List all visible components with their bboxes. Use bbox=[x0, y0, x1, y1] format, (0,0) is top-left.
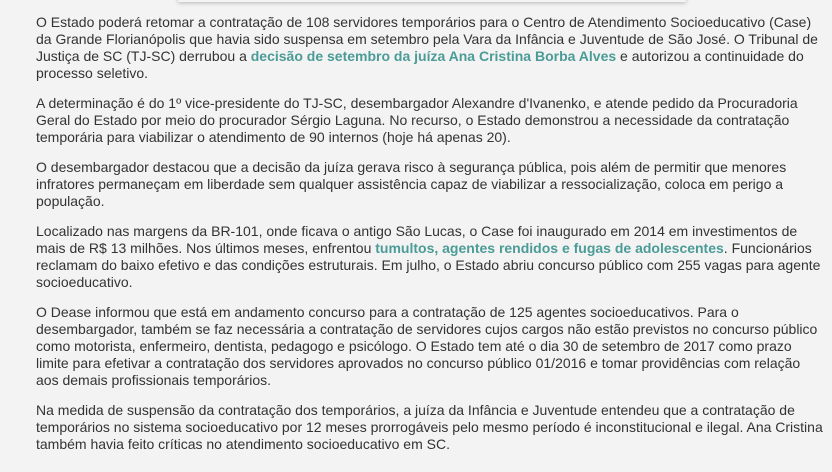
paragraph: O Dease informou que está em andamento concurso para a contratação de 125 agentes socioeducativos. Para o desembargador, também se faz necessária a contratação de servidores cujos cargos não estão previstos no concurso público como motorista, enfermeiro, dentista, pedagogo e psicólogo. O Estado tem até o dia 30 de setembro de 2017 como prazo limite para efetivar a contratação dos servidores aprovados no concurso público 01/2016 e tomar providências com relação aos demais profissionais temporários. bbox=[36, 304, 818, 388]
paragraph-text: Localizado nas margens da BR-101, onde ficava o antigo São Lucas, o Case foi inaugurado em 2014 em investimentos de mais de R$ 13 milhões. Nos últimos meses, enfrentou bbox=[36, 223, 798, 256]
link-decisao-juiza[interactable]: decisão de setembro da juíza Ana Cristina Borba Alves bbox=[250, 48, 617, 64]
paragraph: O desembargador destacou que a decisão da juíza gerava risco à segurança pública, pois além de permitir que menores infratores permaneçam em liberdade sem qualquer assistência capaz de viabilizar a ressocialização, coloca em perigo a população. bbox=[36, 159, 787, 209]
link-tumultos[interactable]: tumultos, agentes rendidos e fugas de adolescentes bbox=[375, 240, 724, 256]
top-panel-edge bbox=[178, 0, 686, 2]
paragraph bbox=[36, 223, 826, 291]
paragraph bbox=[36, 14, 826, 82]
paragraph-text: . Funcionários reclamam do baixo efetivo e das condições estruturais. Em julho, o Estado abriu concurso público com 255 vagas para agente socioeducativo. bbox=[36, 240, 821, 290]
paragraph: Na medida de suspensão da contratação dos temporários, a juíza da Infância e Juventude entendeu que a contratação de temporários no sistema socioeducativo por 12 meses prorrogáveis pelo mesmo período é inconstitucional e ilegal. Ana Cristina também havia feito críticas no atendimento socioeducativo em SC. bbox=[36, 402, 823, 452]
article-body bbox=[36, 14, 826, 466]
paragraph-text: O Estado poderá retomar a contratação de 108 servidores temporários para o Centro de Atendimento Socioeducativo (Case) da Grande Florianópolis que havia sido suspensa em setembro pela Vara da Infância e Juventude de São José. O Tribunal de Justiça de SC (TJ-SC) derrubou a bbox=[36, 14, 818, 64]
paragraph-text: e autorizou a continuidade do processo seletivo. bbox=[36, 48, 804, 81]
paragraph: A determinação é do 1º vice-presidente do TJ-SC, desembargador Alexandre d'Ivanenko, e atende pedido da Procuradoria Geral do Estado por meio do procurador Sérgio Laguna. No recurso, o Estado demonstrou a necessidade da contratação temporária para viabilizar o atendimento de 90 internos (hoje há apenas 20). bbox=[36, 95, 798, 145]
